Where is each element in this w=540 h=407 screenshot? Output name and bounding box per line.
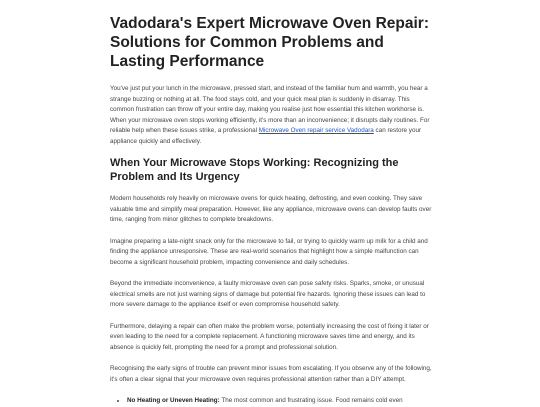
microwave-repair-service-link[interactable]: Microwave Oven repair service Vadodara: [258, 127, 374, 134]
body-paragraph: Recognising the early signs of trouble can prevent minor issues from escalating. If you observe any of the following, it's often a clear signal that your microwave oven requires professional attention rather than a DIY attempt.: [110, 365, 432, 383]
page-title: Vadodara's Expert Microwave Oven Repair: Solutions for Common Problems and Lasting Performance: [110, 15, 429, 70]
article: [110, 14, 432, 407]
intro-text-after-link: can restore your appliance quickly and effectively.: [110, 127, 422, 145]
list-item-term: No Heating or Uneven Heating:: [127, 397, 220, 404]
body-paragraph: Beyond the immediate inconvenience, a faulty microwave oven can pose safety risks. Sparks, smoke, or unusual electrical smells are not just warning signs of damage but potential fire hazards. Ignoring these issues can lead to more severe damage to the appliance itself or even compromise household safety.: [110, 280, 426, 308]
body-paragraph: Modern households rely heavily on microwave ovens for quick heating, defrosting, and even cooking. They save valuable time and simplify meal preparation. However, like any appliance, microwave ovens can develop faults over time, ranging from minor glitches to complete breakdowns.: [110, 195, 432, 223]
list-item-text: The most common and frustrating issue. Food remains cold even: [219, 397, 403, 404]
body-paragraph: Furthermore, delaying a repair can often make the problem worse, potentially increasing the cost of fixing it later or even leading to the need for a complete replacement. A functioning microwave saves time and energy, and its absence is quickly felt, prompting the need for a prompt and professional solution.: [110, 322, 429, 351]
intro-paragraph: [110, 84, 432, 147]
section-heading: When Your Microwave Stops Working: Recognizing the Problem and Its Urgency: [110, 157, 399, 183]
intro-text-before-link: You've just put your lunch in the microwave, pressed start, and instead of the familiar hum and warmth, you hear a strange buzzing or nothing at all. The food stays cold, and your quick meal plan is suddenly in disarray. This common frustration can throw off your entire day, making you realise just how essential this kitchen workhorse is. When your microwave oven stops working efficiently, it's more than an inconvenience; it disrupts daily routines. For reliable help when these issues strike, a professional: [110, 85, 430, 134]
body-paragraph: Imagine preparing a late-night snack only for the microwave to fail, or trying to quickly warm up milk for a child and finding the appliance unresponsive. These are real-world scenarios that highlight how a simple malfunction can become a significant household problem, impacting convenience and daily schedules.: [110, 237, 428, 266]
